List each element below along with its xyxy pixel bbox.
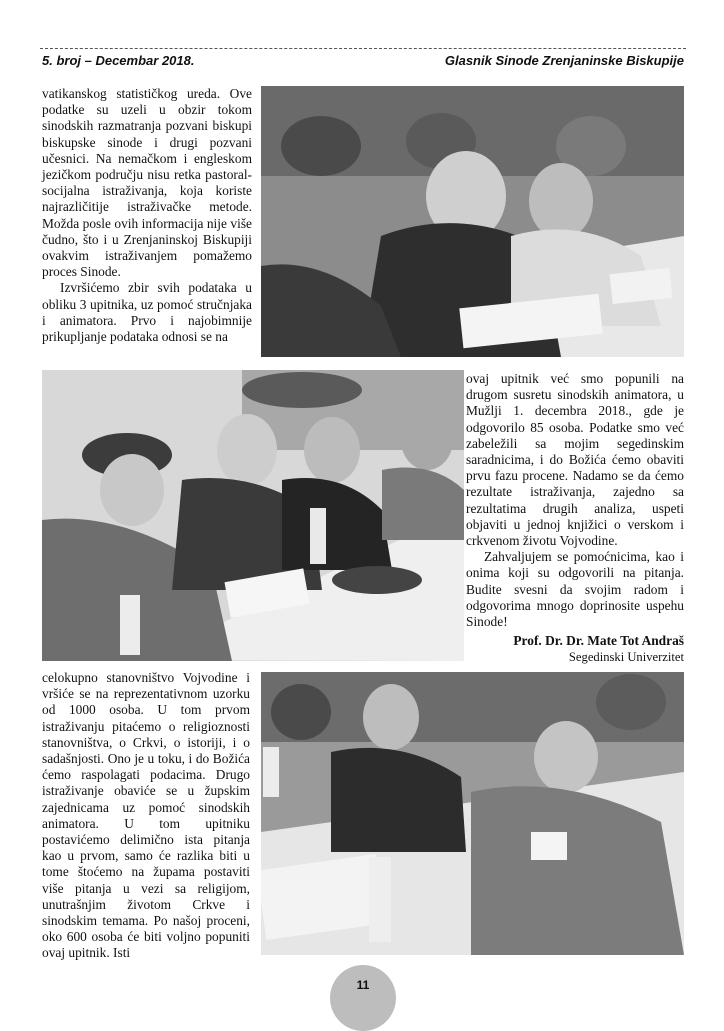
text-column-3 — [42, 670, 250, 962]
paragraph: Izvršićemo zbir svih podataka u obliku 3 upitnika, uz pomoć stručnjaka i animatora. Prvo i najobimnije prikupljanje podataka odnosi se na — [42, 280, 252, 345]
page-number: 11 — [330, 965, 396, 1031]
photo-participants-writing-2 — [42, 370, 464, 661]
paragraph: vatikanskog statističkog ureda. Ove podatke su uzeli u obzir tokom sinodskih razmatranja pozvani biskupi biskupske sinode i drugi pozvani učesnici. Na nemačkom i engleskom jezičkom području nisu retka pastoral-socijalna istraživanja, koja koriste najrazličitije istraživačke metode. Možda posle ovih informacija nije više čudno, što i u Zrenjaninskoj Biskupiji ovakvim istraživanjem pomažemo proces Sinode. — [42, 86, 252, 280]
issue-label: 5. broj – Decembar 2018. — [42, 53, 195, 68]
publication-title: Glasnik Sinode Zrenjaninske Biskupije — [444, 53, 684, 68]
photo-participants-writing-1 — [261, 86, 684, 357]
paragraph: celokupno stanovništvo Vojvodine i vršiće se na reprezentativnom uzorku od 1000 osoba. U tom prvom istraživanju pitaćemo o religioznosti stanovništva, o Crkvi, o istoriji, i o sadašnjosti. Ono je u toku, i do Božića ćemo raspolagati podacima. Drugo istraživanje obaviće se u župskim zajednicama uz pomoć sinodskih animatora. U tom upitniku postavićemo delimično ista pitanja kao u prvom, samo će razlika biti u tome štoćemo na župama postaviti više pitanja u vezi sa religijom, unutrašnjim životom Crkve i sinodskim temama. Po našoj proceni, oko 600 osoba će biti voljno popuniti ovaj upitnik. Isti — [42, 670, 250, 961]
text-column-1 — [42, 86, 252, 345]
author-affiliation: Segedinski Univerzitet — [568, 650, 684, 665]
text-column-2 — [466, 371, 684, 666]
photo-participants-writing-3 — [261, 672, 684, 955]
author-name: Prof. Dr. Dr. Mate Tot Andraš — [513, 633, 684, 649]
paragraph: ovaj upitnik već smo popunili na drugom susretu sinodskih animatora, u Mužlji 1. decembra 2018., gde je odgovorilo 85 osoba. Podatke smo već zabeležili sa mojim segedinskim saradnicima, i do Božića ćemo obaviti prvu fazu procene. Nadamo se da ćemo rezultate istraživanja, zajedno sa rezultatima drugih analiza, uspeti objaviti u jednoj knjižici o verskom i crkvenom životu Vojvodine. — [466, 371, 684, 549]
paragraph: Zahvaljujem se pomoćnicima, kao i onima koji su odgovorili na pitanja. Budite svesni da svojim radom i odgovorima mnogo doprinosite uspehu Sinode! — [466, 549, 684, 630]
page-header — [40, 48, 686, 71]
